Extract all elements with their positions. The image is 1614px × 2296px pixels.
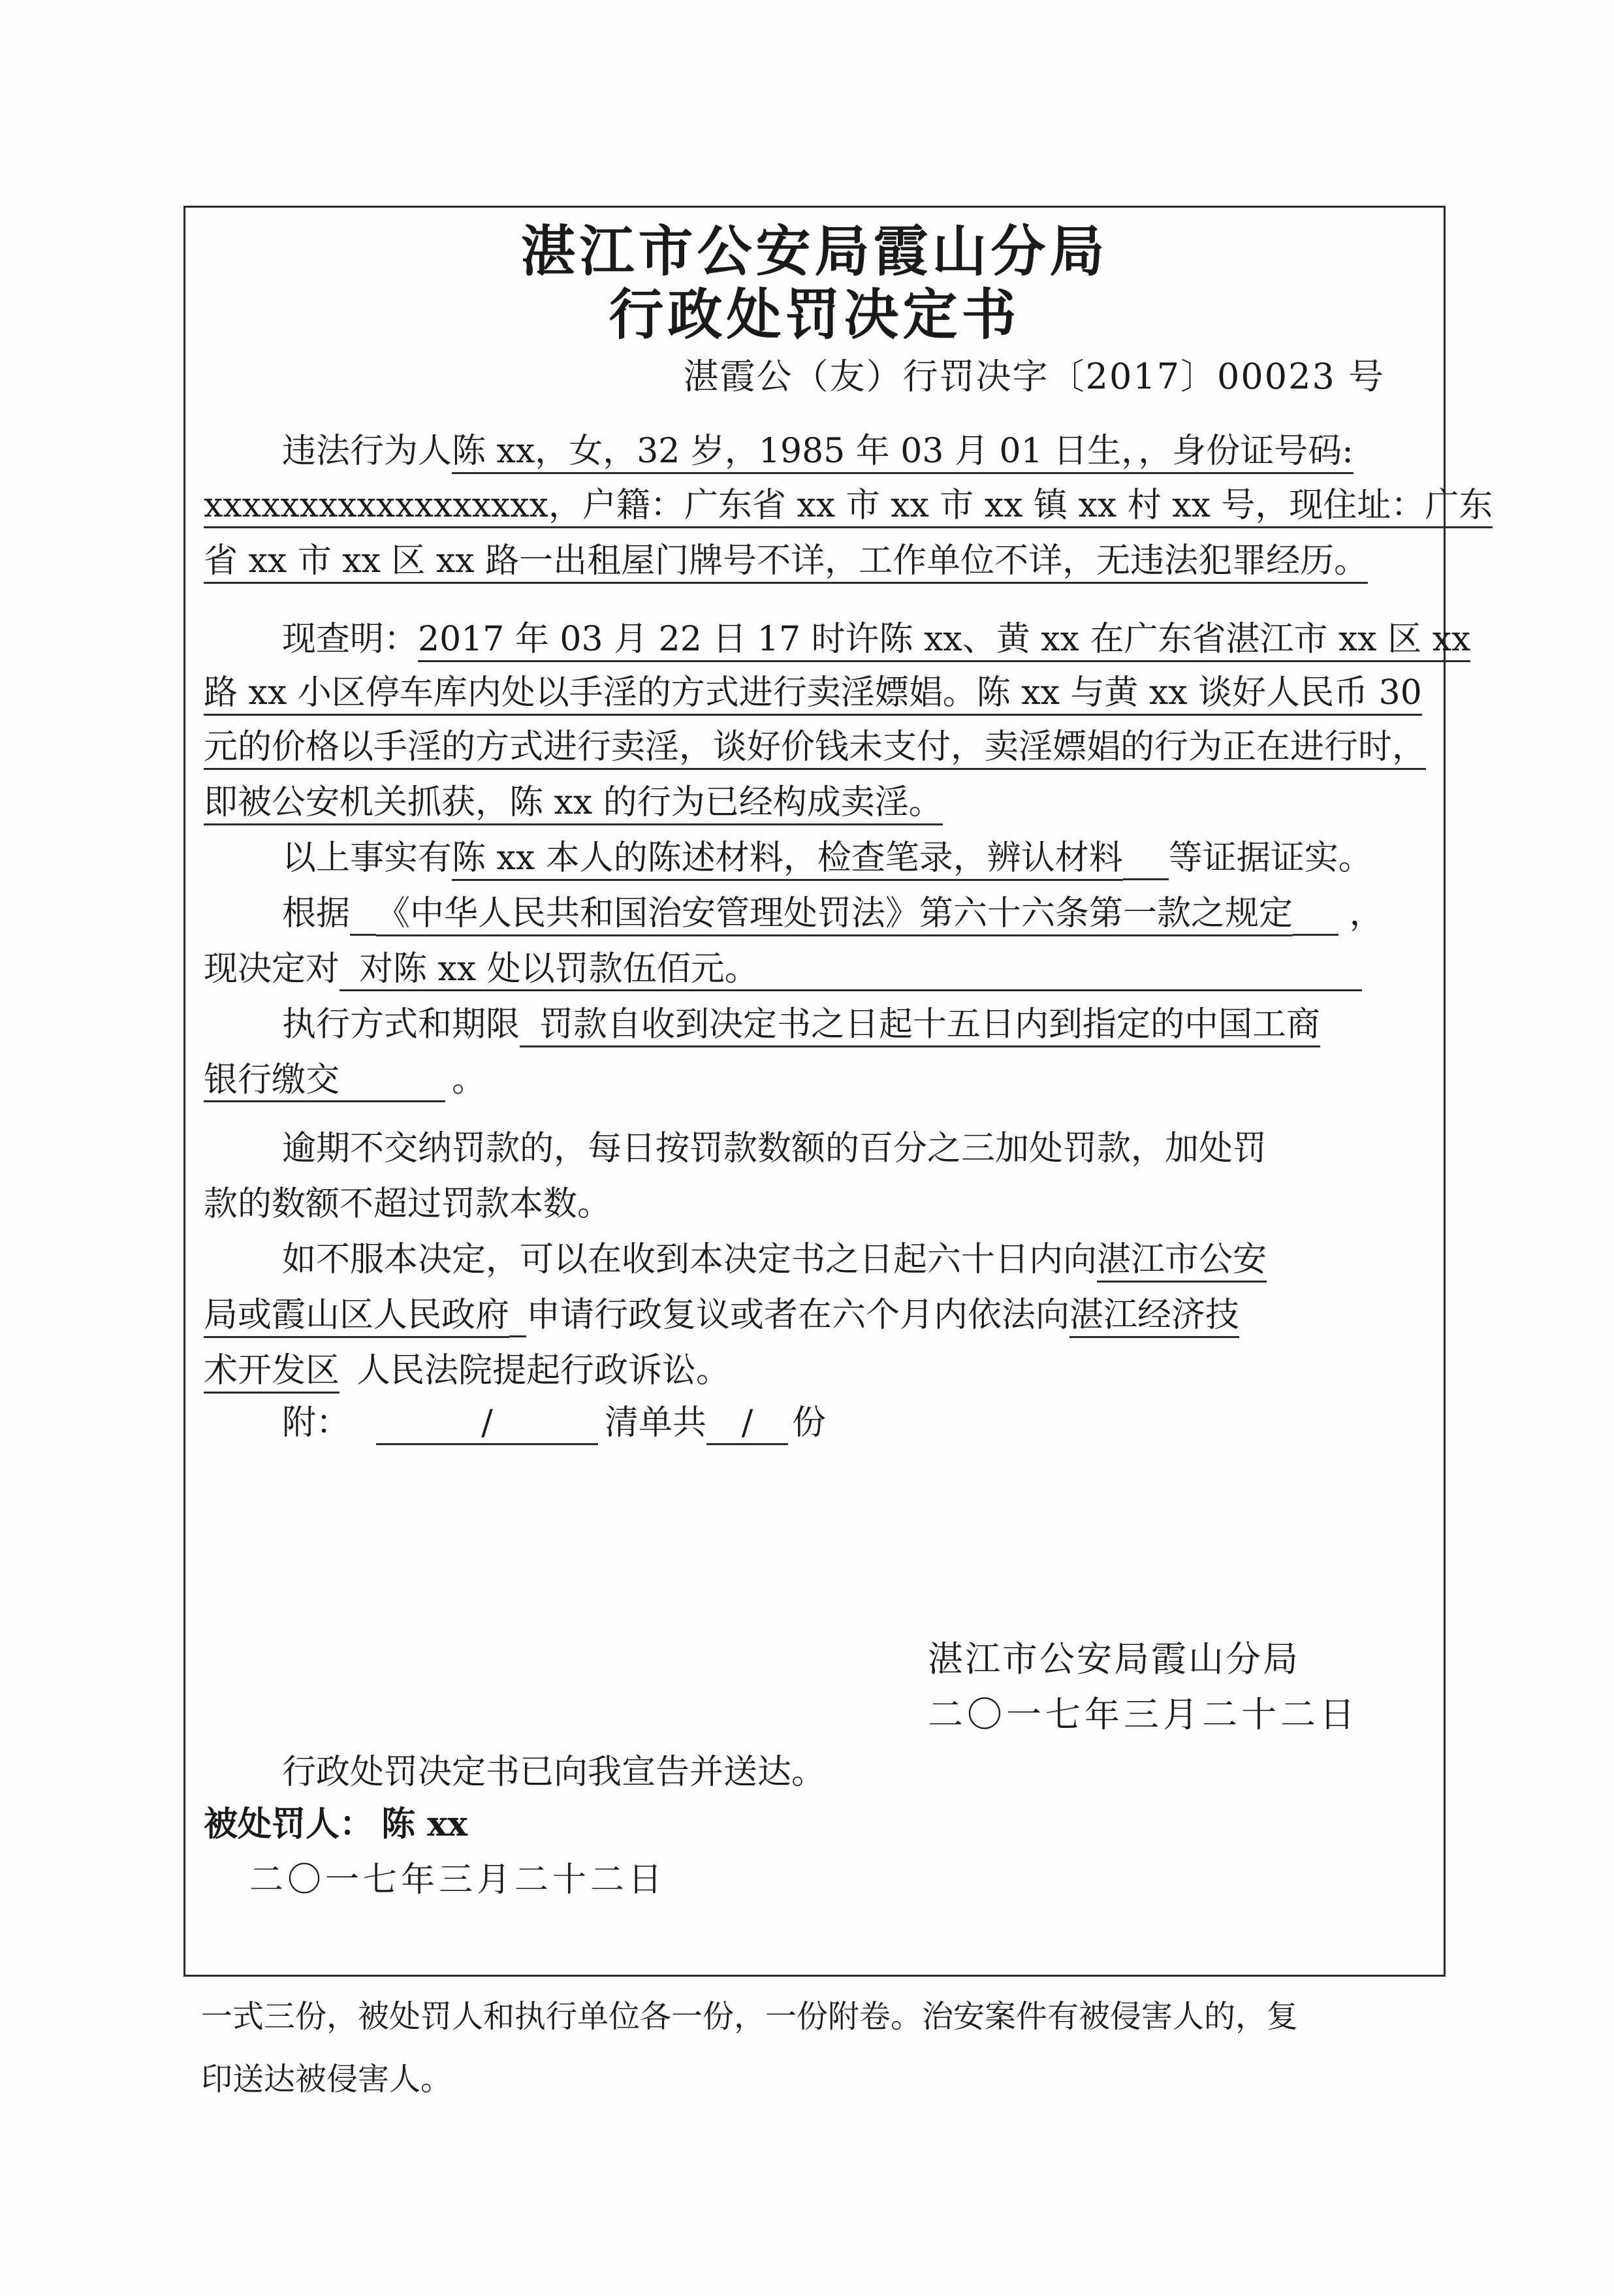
offender-line-1 [282,431,1353,471]
overdue-line-2: 款的数额不超过罚款本数。 [204,1185,612,1224]
appeal-text-2b: 申请行政复议或者在六个月内依法向 [526,1296,1070,1335]
footnote-line-2: 印送达被侵害人。 [201,2061,452,2097]
basis-content: 《中华人民共和国治安管理处罚法》第六十六条第一款之规定 [376,894,1293,936]
issue-date: 二〇一七年三月二十二日 [928,1694,1359,1735]
appeal-text-1a: 如不服本决定，可以在收到本决定书之日起六十日内向 [282,1240,1098,1279]
evidence-prefix: 以上事实有 [282,838,452,878]
decision-content: 对陈 xx 处以罚款伍佰元。 [359,949,759,989]
execution-label: 执行方式和期限 [282,1005,520,1044]
receipt-statement: 行政处罚决定书已向我宣告并送达。 [282,1753,826,1792]
basis-comma: ， [1349,894,1384,933]
issuer-organization: 湛江市公安局霞山分局 [928,1638,1300,1680]
receipt-label: 被处罚人： [204,1804,374,1844]
document-number: 湛霞公（友）行罚决字〔2017〕00023 号 [683,356,1385,397]
decision-label: 现决定对 [204,949,340,989]
title-line-2: 行政处罚决定书 [609,282,1021,347]
appeal-line-2 [204,1295,1239,1335]
offender-info-2: xxxxxxxxxxxxxxxxxx，户籍：广东省 xx 市 xx 市 xx 镇 xx 村 xx 号，现住址：广东 [204,486,1493,528]
offender-line-3 [204,541,1368,581]
appeal-text-3a: 术开发区 [204,1351,340,1394]
footnote-line-1: 一式三份，被处罚人和执行单位各一份，一份附卷。治安案件有被侵害人的，复 [201,1998,1299,2035]
appeal-line-1 [282,1239,1267,1280]
receipt-name: 陈 xx [381,1804,468,1844]
attachment-label: 附： [282,1403,351,1443]
appeal-line-3 [204,1350,730,1391]
findings-line-1 [282,619,1470,660]
execution-line-2 [204,1060,486,1100]
offender-info-3: 省 xx 市 xx 区 xx 路一出租屋门牌号不详，工作单位不详，无违法犯罪经历。 [204,541,1368,584]
evidence-suffix: 等证据证实。 [1168,838,1372,878]
findings-line-4 [204,782,943,823]
evidence-content: 陈 xx 本人的陈述材料，检查笔录，辨认材料 [452,838,1123,881]
footnote [201,1985,1429,2111]
decision-line [204,949,1362,989]
findings-text-3: 元的价格以手淫的方式进行卖淫，谈好价钱未支付，卖淫嫖娼的行为正在进行时， [204,727,1426,770]
execution-text-2: 银行缴交 [204,1060,340,1100]
basis-line [282,893,1384,934]
findings-text-2: 路 xx 小区停车库内处以手淫的方式进行卖淫嫖娼。陈 xx 与黄 xx 谈好人民币 30 [204,673,1422,716]
execution-text-1: 罚款自收到决定书之日起十五日内到指定的中国工商 [520,1005,1320,1047]
appeal-text-1b: 湛江市公安 [1097,1240,1267,1283]
receipt-recipient-line [204,1804,467,1845]
findings-line-3 [204,727,1426,767]
execution-line-1 [282,1004,1320,1045]
findings-text-4: 即被公安机关抓获，陈 xx 的行为已经构成卖淫。 [204,783,943,825]
basis-label: 根据 [282,894,351,933]
overdue-line-1: 逾期不交纳罚款的，每日按罚款数额的百分之三加处罚款，加处罚 [282,1129,1267,1168]
findings-label: 现查明： [282,620,419,659]
attachment-slash-2: / [741,1403,753,1443]
findings-text-1: 2017 年 03 月 22 日 17 时许陈 xx、黄 xx 在广东省湛江市 xx 区 xx [418,620,1470,662]
offender-label: 违法行为人 [282,432,452,471]
title-line-1: 湛江市公安局霞山分局 [520,219,1109,283]
evidence-line [282,838,1372,878]
attachment-unit: 份 [792,1403,827,1443]
receipt-date: 二〇一七年三月二十二日 [249,1860,667,1900]
attachment-line [282,1403,826,1443]
appeal-text-2c: 湛江经济技 [1069,1296,1239,1338]
findings-line-2 [204,673,1422,713]
attachment-slash-1: / [481,1403,493,1443]
execution-end: 。 [452,1060,486,1100]
appeal-text-3b: 人民法院提起行政诉讼。 [356,1351,731,1390]
document-frame [183,206,1493,1977]
attachment-middle: 清单共 [605,1403,707,1443]
offender-line-2 [204,485,1493,526]
appeal-text-2a: 局或霞山区人民政府 [204,1296,509,1338]
offender-info-1: 陈 xx，女，32 岁，1985 年 03 月 01 日生，，身份证号码: [452,432,1353,474]
